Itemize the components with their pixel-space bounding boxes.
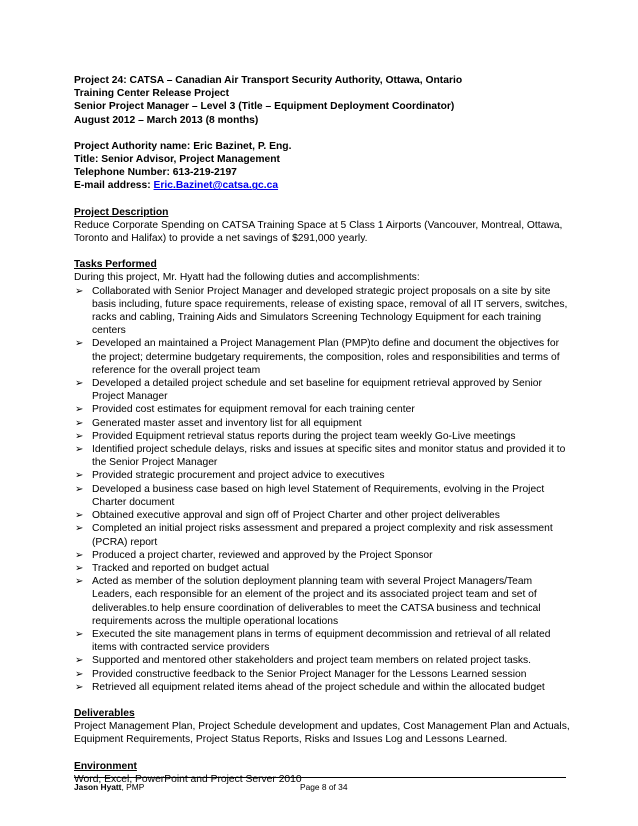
arrow-bullet-icon: ➢ — [75, 430, 84, 442]
authority-phone: Telephone Number: 613-219-2197 — [74, 167, 237, 179]
arrow-bullet-icon: ➢ — [75, 404, 84, 416]
task-item — [74, 509, 574, 522]
arrow-bullet-icon: ➢ — [75, 417, 84, 429]
task-text: Executed the site management plans in terms of equipment decommission and retrieval of all related items with contracted service providers — [92, 628, 551, 654]
task-item — [74, 668, 574, 681]
task-text: Collaborated with Senior Project Manager and developed strategic project proposals on a site by site basis including, future space requirements, release of existing space, removal of all IT servers, switches, racks and cabling, Training Aids and Simulators Screening Technology Equipment for each training centers — [92, 285, 568, 337]
task-item — [74, 575, 574, 628]
footer-author — [74, 782, 144, 792]
footer-divider — [74, 777, 566, 778]
task-text: Produced a project charter, reviewed and approved by the Project Sponsor — [92, 549, 433, 561]
task-item — [74, 654, 574, 667]
arrow-bullet-icon: ➢ — [75, 378, 84, 390]
task-item — [74, 469, 574, 482]
task-text: Developed a business case based on high level Statement of Requirements, evolving in the Project Charter document — [92, 483, 545, 508]
task-item — [74, 417, 574, 430]
email-link[interactable]: Eric.Bazinet@catsa.gc.ca — [153, 180, 279, 192]
description-heading: Project Description — [74, 206, 169, 218]
footer-page-number: Page 8 of 34 — [300, 782, 348, 792]
task-text: Obtained executive approval and sign off of Project Charter and other project deliverables — [92, 510, 500, 522]
deliverables-heading: Deliverables — [74, 707, 135, 719]
task-item — [74, 628, 574, 654]
tasks-intro: During this project, Mr. Hyatt had the following duties and accomplishments: — [74, 272, 420, 284]
authority-title: Title: Senior Advisor, Project Management — [74, 154, 280, 166]
footer-suffix: , PMP — [121, 782, 145, 792]
project-name: Training Center Release Project — [74, 88, 230, 100]
task-text: Provided strategic procurement and project advice to executives — [92, 470, 385, 482]
task-text: Supported and mentored other stakeholders and project team members on related project tasks. — [92, 655, 532, 667]
environment-heading: Environment — [74, 760, 137, 772]
arrow-bullet-icon: ➢ — [75, 681, 84, 693]
task-text: Acted as member of the solution deployment planning team with several Project Managers/Team Leaders, each responsible for an element of the project and its associated project team and set of deliverables.to help ensure coordination of deliverables to meet the CATSA business and technical requirements across the multiple operational locations — [92, 576, 541, 627]
arrow-bullet-icon: ➢ — [75, 338, 84, 350]
task-item — [74, 522, 574, 548]
arrow-bullet-icon: ➢ — [75, 285, 84, 297]
email-label: E-mail address: — [74, 180, 154, 192]
task-item — [74, 377, 574, 403]
task-text: Generated master asset and inventory list for all equipment — [92, 417, 362, 429]
environment-text: Word, Excel, PowerPoint and Project Server 2010 — [74, 773, 302, 785]
task-text: Retrieved all equipment related items ahead of the project schedule and within the allocated budget — [92, 681, 545, 693]
task-list — [74, 285, 574, 694]
arrow-bullet-icon: ➢ — [75, 444, 84, 456]
task-item — [74, 443, 574, 469]
arrow-bullet-icon: ➢ — [75, 668, 84, 680]
arrow-bullet-icon: ➢ — [75, 576, 84, 588]
task-text: Provided Equipment retrieval status reports during the project team weekly Go-Live meetings — [92, 430, 516, 442]
arrow-bullet-icon: ➢ — [75, 628, 84, 640]
task-text: Provided constructive feedback to the Senior Project Manager for the Lessons Learned session — [92, 668, 527, 680]
task-item — [74, 562, 574, 575]
arrow-bullet-icon: ➢ — [75, 510, 84, 522]
task-item — [74, 483, 574, 509]
arrow-bullet-icon: ➢ — [75, 483, 84, 495]
task-item — [74, 285, 574, 338]
task-item — [74, 549, 574, 562]
arrow-bullet-icon: ➢ — [75, 655, 84, 667]
task-item — [74, 681, 574, 694]
task-text: Completed an initial project risks assessment and prepared a project complexity and risk assessment (PCRA) report — [92, 523, 553, 548]
task-item — [74, 430, 574, 443]
project-role: Senior Project Manager – Level 3 (Title – Equipment Deployment Coordinator) — [74, 101, 455, 113]
project-dates: August 2012 – March 2013 (8 months) — [74, 114, 259, 126]
document-page — [74, 74, 574, 786]
project-title: Project 24: CATSA – Canadian Air Transport Security Authority, Ottawa, Ontario — [74, 75, 463, 86]
task-item — [74, 337, 574, 377]
task-text: Tracked and reported on budget actual — [92, 562, 270, 574]
task-text: Provided cost estimates for equipment removal for each training center — [92, 404, 415, 416]
description-text: Reduce Corporate Spending on CATSA Training Space at 5 Class 1 Airports (Vancouver, Montreal, Ottawa, Toronto and Halifax) to provide a net savings of $291,000 yearly. — [74, 219, 563, 245]
task-text: Developed a detailed project schedule and set baseline for equipment retrieval approved by Senior Project Manager — [92, 378, 542, 403]
footer-name: Jason Hyatt — [74, 782, 122, 792]
arrow-bullet-icon: ➢ — [75, 562, 84, 574]
arrow-bullet-icon: ➢ — [75, 549, 84, 561]
arrow-bullet-icon: ➢ — [75, 470, 84, 482]
task-item — [74, 403, 574, 416]
arrow-bullet-icon: ➢ — [75, 523, 84, 535]
task-text: Identified project schedule delays, risks and issues at specific sites and monitor status and provided it to the Senior Project Manager — [92, 444, 566, 469]
task-text: Developed an maintained a Project Management Plan (PMP)to define and document the objectives for the project; determine budgetary requirements, the composition, roles and responsibilities and terms of reference for the overall project team — [92, 338, 560, 376]
authority-email-line — [74, 179, 574, 192]
authority-name: Project Authority name: Eric Bazinet, P. Eng. — [74, 140, 292, 152]
tasks-heading: Tasks Performed — [74, 259, 157, 271]
deliverables-text: Project Management Plan, Project Schedule development and updates, Cost Management Plan and Actuals, Equipment Requirements, Project Status Reports, Risks and Issues Log and Lessons Learned. — [74, 721, 570, 746]
